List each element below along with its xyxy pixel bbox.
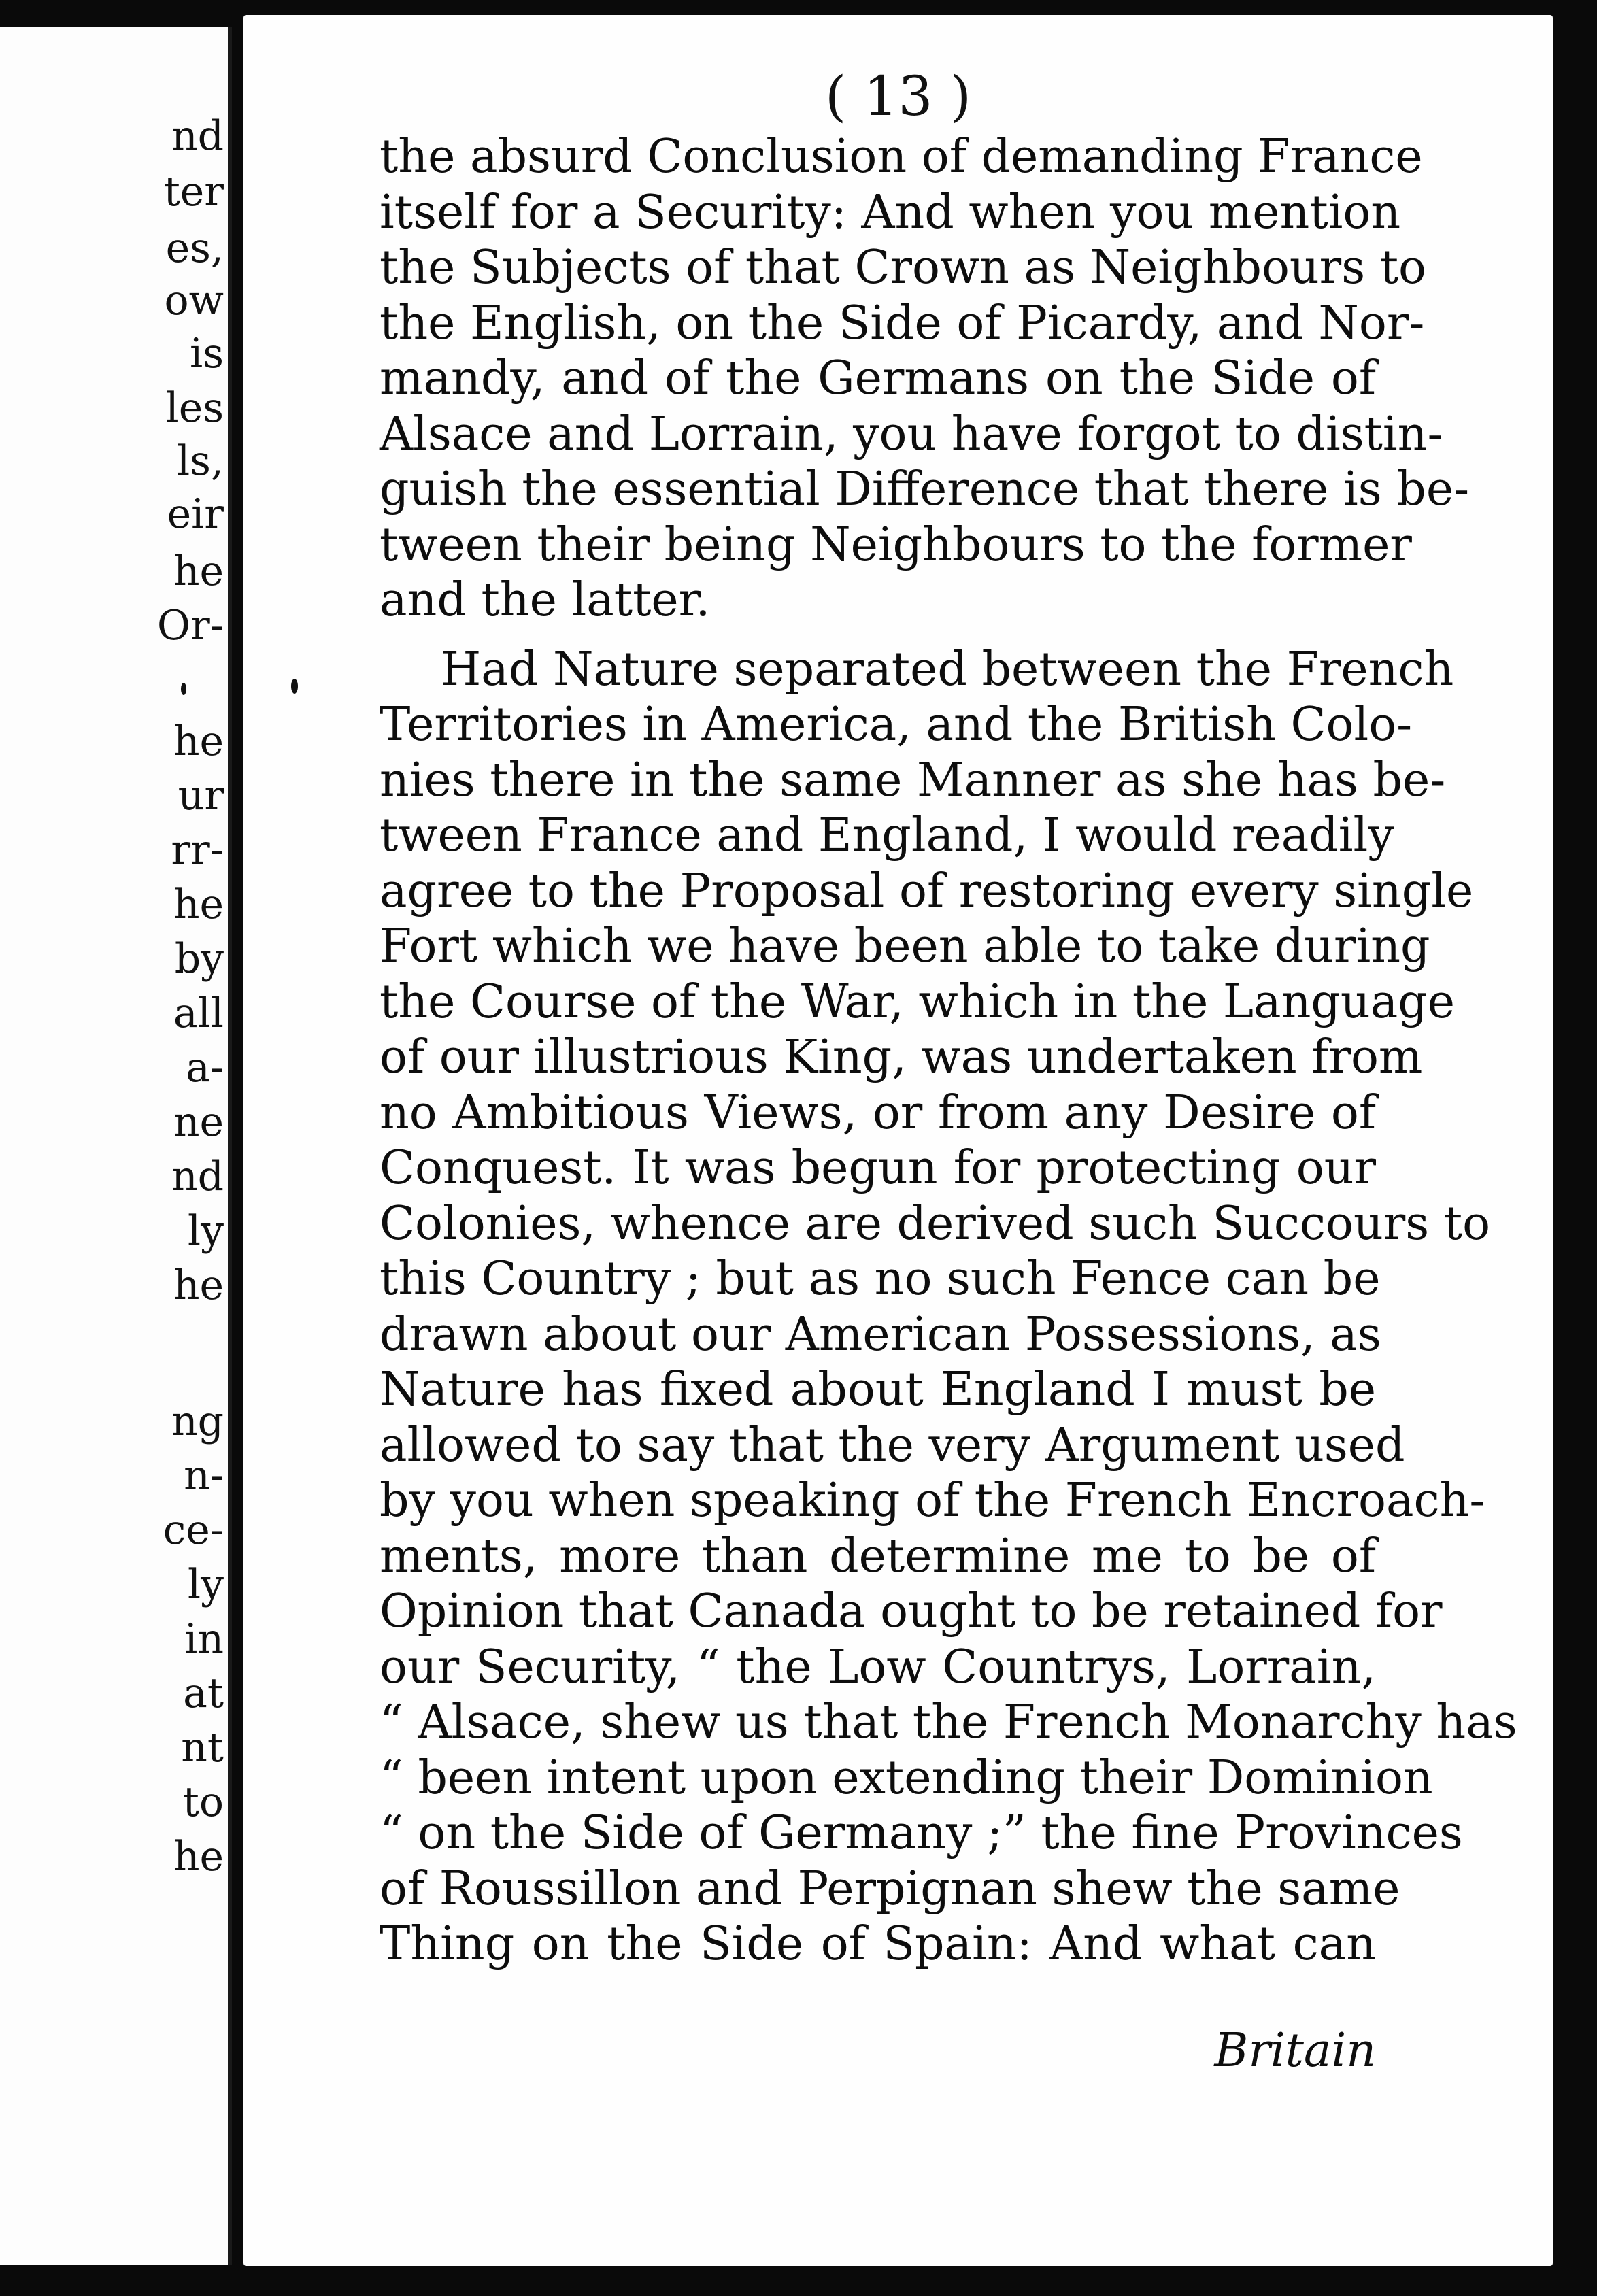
catchword: Britain [1214, 2024, 1376, 2078]
text-line: Territories in America, and the British Colo- [380, 698, 1413, 752]
text-line: itself for a Security: And when you mention [380, 185, 1401, 239]
text-line: of Roussillon and Perpignan shew the same [380, 1861, 1400, 1916]
text-line: the Subjects of that Crown as Neighbours to [380, 241, 1426, 294]
text-line: Nature has fixed about England I must be [380, 1363, 1376, 1417]
left-page-text-fragment: ng [171, 1398, 224, 1445]
text-line: “ been intent upon extending their Dominion [380, 1751, 1433, 1805]
text-line: agree to the Proposal of restoring every single [380, 864, 1474, 918]
text-line: mandy, and of the Germans on the Side of [380, 352, 1376, 405]
left-page-text-fragment: a- [185, 1044, 224, 1092]
text-line: the absurd Conclusion of demanding France [380, 130, 1423, 184]
text-line: the English, on the Side of Picardy, and Nor- [380, 296, 1425, 350]
left-page-text-fragment: ly [187, 1561, 224, 1608]
left-page-text-fragment: to [182, 1778, 224, 1826]
left-page-text-fragment: n- [184, 1452, 224, 1500]
left-page-text-fragment: es, [165, 224, 224, 272]
text-line: Had Nature separated between the French [441, 642, 1454, 696]
left-page-text-fragment: he [173, 547, 224, 595]
text-line: this Country ; but as no such Fence can be [380, 1252, 1381, 1306]
text-line: Fort which we have been able to take during [380, 919, 1430, 973]
ink-speck [181, 683, 186, 695]
left-page-text-fragment: ow [164, 277, 224, 324]
left-page-text-fragment: all [173, 990, 224, 1037]
ink-speck [291, 679, 298, 694]
left-page-text-fragment: ls, [176, 437, 224, 485]
text-line: the Course of the War, which in the Language [380, 975, 1455, 1029]
page-number: ( 13 ) [824, 65, 972, 128]
left-page-text-fragment: in [184, 1615, 224, 1663]
text-line: Alsace and Lorrain, you have forgot to distin- [380, 407, 1443, 461]
left-page-text-fragment: ur [178, 772, 224, 820]
left-page-text-fragment: nt [181, 1724, 224, 1772]
left-page-text-fragment: les [165, 384, 224, 432]
text-line: Opinion that Canada ought to be retained for [380, 1585, 1443, 1638]
left-page-text-fragment: nd [171, 1153, 224, 1200]
text-line: “ on the Side of Germany ;” the fine Provinces [380, 1806, 1463, 1860]
left-page-text-fragment: nd [171, 112, 224, 160]
text-line: “ Alsace, shew us that the French Monarchy has [380, 1695, 1517, 1749]
left-page-text-fragment: he [173, 718, 224, 765]
text-line: no Ambitious Views, or from any Desire of [380, 1085, 1376, 1140]
text-line: tween their being Neighbours to the former [380, 518, 1412, 572]
text-line: by you when speaking of the French Encroach- [380, 1474, 1485, 1527]
text-line: ments, more than determine me to be of [380, 1529, 1376, 1583]
left-page-text-fragment: Or- [156, 602, 224, 649]
text-line: guish the essential Difference that there is be- [380, 462, 1470, 516]
left-page-text-fragment: ly [187, 1207, 224, 1255]
text-line: Colonies, whence are derived such Succours to [380, 1196, 1491, 1251]
left-page-text-fragment: eir [167, 490, 224, 538]
left-page-text-fragment: by [174, 935, 224, 983]
left-page-text-fragment: at [183, 1670, 224, 1717]
text-line: Thing on the Side of Spain: And what can [380, 1917, 1376, 1971]
text-line: and the latter. [380, 573, 711, 627]
text-line: drawn about our American Possessions, as [380, 1307, 1381, 1362]
left-page-text-fragment: is [190, 330, 224, 377]
text-line: our Security, “ the Low Countrys, Lorrain, [380, 1640, 1376, 1694]
left-page-text-fragment: rr- [171, 826, 224, 874]
left-page-text-fragment: ce- [163, 1506, 224, 1554]
left-page-text-fragment: ne [173, 1098, 224, 1146]
left-page-text-fragment: he [173, 1833, 224, 1880]
left-page-fragment [0, 27, 232, 2265]
text-line: allowed to say that the very Argument used [380, 1418, 1405, 1472]
main-page [243, 15, 1553, 2266]
left-page-text-fragment: he [173, 881, 224, 928]
text-line: tween France and England, I would readily [380, 809, 1394, 862]
left-page-text-fragment: he [173, 1262, 224, 1309]
text-line: Conquest. It was begun for protecting our [380, 1141, 1376, 1195]
text-line: nies there in the same Manner as she has be- [380, 753, 1446, 807]
left-page-text-fragment: ter [163, 168, 224, 216]
text-line: of our illustrious King, was undertaken from [380, 1030, 1423, 1084]
